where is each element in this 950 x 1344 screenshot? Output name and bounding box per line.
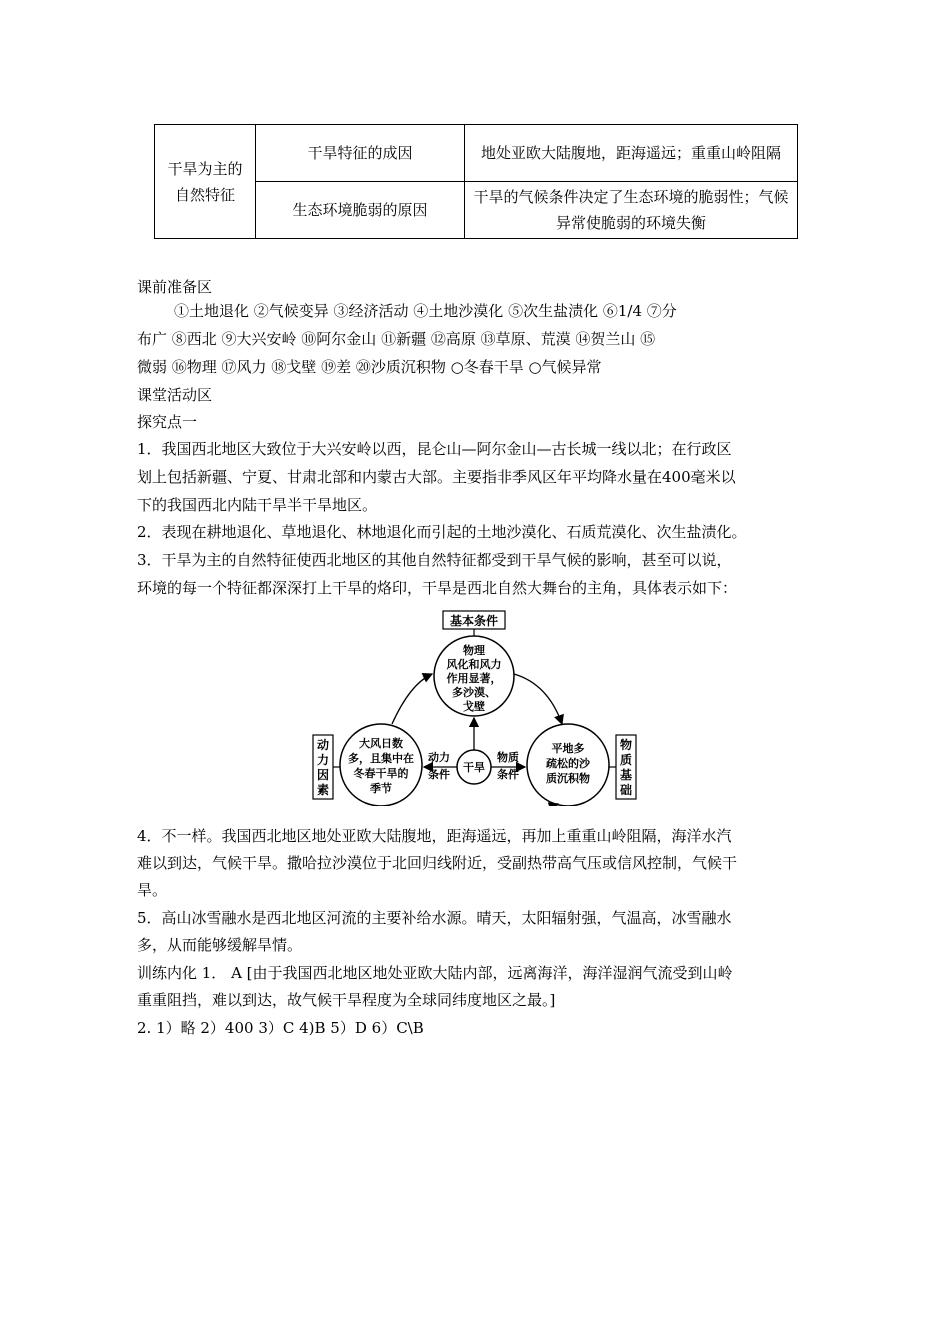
label-material: 条件 xyxy=(497,768,519,781)
label-material: 物质 xyxy=(497,751,519,764)
paragraph-line: 环境的每一个特征都深深打上干旱的烙印，干旱是西北自然大舞台的主角，具体表示如下： xyxy=(137,579,738,597)
box-right-char: 基 xyxy=(619,768,633,782)
circle-left-line: 大风日数 xyxy=(359,737,403,750)
paragraph-line: 1．我国西北地区大致位于大兴安岭以西，昆仑山—阿尔金山—古长城一线以北；在行政区 xyxy=(137,440,732,458)
table-main-label-text: 干旱为主的自然特征 xyxy=(167,159,243,204)
paragraph-line: 难以到达，气候干旱。撒哈拉沙漠位于北回归线附近，受副热带高气压或信风控制，气候干 xyxy=(137,854,738,872)
circle-left-line: 季节 xyxy=(370,782,392,795)
circle-top-line: 作用显著， xyxy=(446,672,502,685)
circle-top-line: 多沙漠、 xyxy=(452,686,496,699)
label-dynamic: 动力 xyxy=(428,751,450,764)
circle-left-line: 多，且集中在 xyxy=(348,752,414,765)
table-main-label xyxy=(155,125,256,239)
prep-line: 布广 ⑧西北 ⑨大兴安岭 ⑩阿尔金山 ⑪新疆 ⑫高原 ⑬草原、荒漠 ⑭贺兰山 ⑮ xyxy=(137,330,656,348)
prep-line: 微弱 ⑯物理 ⑰风力 ⑱戈壁 ⑲差 ⑳沙质沉积物 ○冬春干旱 ○气候异常 xyxy=(137,358,602,376)
circle-right-line: 疏松的沙 xyxy=(546,757,590,770)
paragraph-line: 多，从而能够缓解旱情。 xyxy=(137,936,303,954)
box-top-label: 基本条件 xyxy=(449,614,499,628)
paragraph-line: 旱。 xyxy=(137,881,168,899)
paragraph-line: 2．表现在耕地退化、草地退化、林地退化而引起的土地沙漠化、石质荒漠化、次生盐渍化。 xyxy=(137,523,747,541)
circle-right-line: 质沉积物 xyxy=(546,772,590,785)
circle-center-label: 干旱 xyxy=(463,761,485,774)
table-row-item: 生态环境脆弱的原因 xyxy=(256,182,465,239)
paragraph-line: 下的我国西北内陆干旱半干旱地区。 xyxy=(137,496,378,514)
circle-right-line: 平地多 xyxy=(551,742,585,755)
box-left-char: 因 xyxy=(316,768,330,782)
box-right-char: 础 xyxy=(619,783,633,797)
label-dynamic: 条件 xyxy=(428,768,450,781)
table-row-desc: 地处亚欧大陆腹地，距海遥远；重重山岭阻隔 xyxy=(465,125,798,182)
paragraph-line: 训练内化 1． A [由于我国西北地区地处亚欧大陆内部，远离海洋，海洋湿润气流受到山岭 xyxy=(137,964,733,982)
summary-table xyxy=(154,124,798,239)
paragraph-line: 5．高山冰雪融水是西北地区河流的主要补给水源。晴天，太阳辐射强，气温高，冰雪融水 xyxy=(137,909,732,927)
box-left-char: 动 xyxy=(316,738,330,752)
prep-heading: 课前准备区 xyxy=(137,278,213,296)
paragraph-line: 3．干旱为主的自然特征使西北地区的其他自然特征都受到干旱气候的影响，甚至可以说， xyxy=(137,551,732,569)
arid-diagram xyxy=(300,606,650,806)
box-left-char: 素 xyxy=(316,783,330,797)
box-right-char: 质 xyxy=(619,753,633,767)
paragraph-line: 重重阻挡，难以到达，故气候干旱程度为全球同纬度地区之最。] xyxy=(137,991,556,1009)
circle-top-line: 戈壁 xyxy=(463,700,485,713)
circle-left-line: 冬春干旱的 xyxy=(353,767,409,780)
paragraph-line: 4．不一样。我国西北地区地处亚欧大陆腹地，距海遥远，再加上重重山岭阻隔，海洋水汽 xyxy=(137,827,732,845)
circle-top-line: 风化和风力 xyxy=(446,658,502,671)
table-row-item: 干旱特征的成因 xyxy=(256,125,465,182)
activity-heading: 课堂活动区 xyxy=(137,386,213,404)
box-right-char: 物 xyxy=(619,738,633,752)
prep-line: ①土地退化 ②气候变异 ③经济活动 ④土地沙漠化 ⑤次生盐渍化 ⑥1/4 ⑦分 xyxy=(174,302,677,320)
table-row-desc: 干旱的气候条件决定了生态环境的脆弱性；气候异常使脆弱的环境失衡 xyxy=(465,182,798,239)
box-left-char: 力 xyxy=(316,753,330,767)
circle-top-line: 物理 xyxy=(463,644,485,657)
paragraph-line: 2. 1）略 2）400 3）C 4)B 5）D 6）C\B xyxy=(137,1019,424,1037)
paragraph-line: 划上包括新疆、宁夏、甘肃北部和内蒙古大部。主要指非季风区年平均降水量在400毫米以 xyxy=(137,468,736,486)
activity-subheading: 探究点一 xyxy=(137,413,198,431)
